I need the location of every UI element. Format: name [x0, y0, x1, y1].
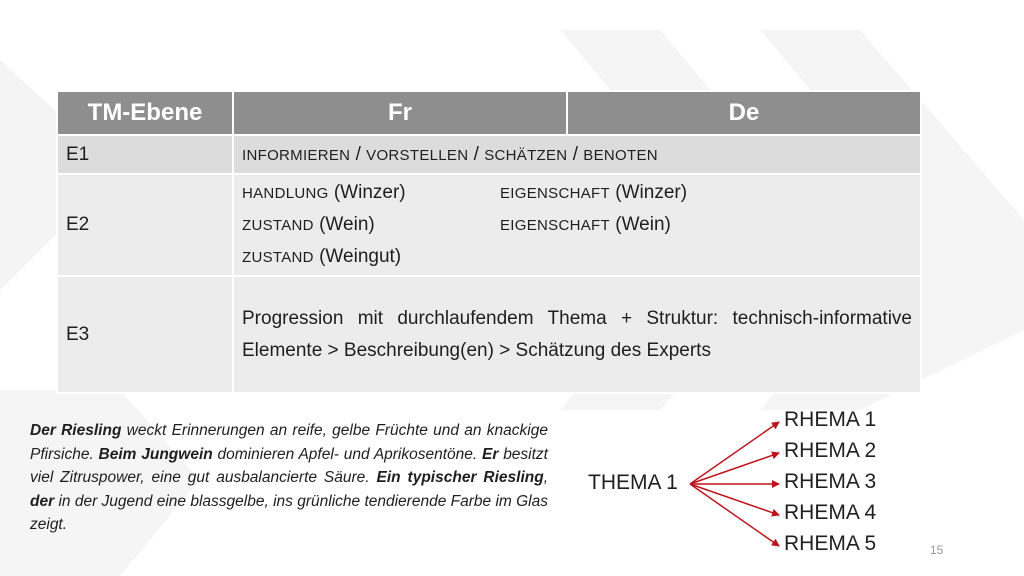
e2-keyword: ZUSTAND	[242, 249, 314, 266]
arrow-to-rhema	[690, 453, 779, 484]
e2-keyword: ZUSTAND	[242, 217, 314, 234]
e2-keyword: EIGENSCHAFT	[500, 185, 610, 202]
example-segment: besitzt viel Zitruspower, eine gut ausbalancierte Säure.	[30, 445, 548, 487]
thema-label: THEMA 1	[588, 471, 678, 494]
rhema-label: RHEMA 4	[784, 501, 877, 524]
e2-line	[242, 241, 912, 273]
example-segment: Beim Jungwein	[98, 445, 213, 463]
e2-argument: (Weingut)	[319, 246, 402, 267]
e1-item: BENOTEN	[583, 146, 658, 164]
example-segment: Der Riesling	[30, 422, 122, 439]
example-segment: weckt Erinnerungen an reife, gelbe Früchte und an knackige Pfirsiche.	[30, 422, 548, 463]
example-segment: Er	[482, 445, 499, 463]
e3-content: Progression mit durchlaufendem Thema + Struktur: technisch-informative Elemente > Beschreibung(en) > Schätzung des Experts	[233, 276, 921, 393]
e2-argument: (Wein)	[615, 214, 671, 235]
riesling-example-text	[30, 419, 548, 537]
table-header-row	[57, 91, 921, 135]
arrow-to-rhema	[690, 484, 779, 515]
row-label-e1: E1	[57, 135, 233, 174]
rhema-label: RHEMA 2	[784, 439, 877, 462]
example-segment: der	[30, 492, 55, 510]
example-segment: Ein typischer Riesling	[376, 469, 544, 487]
row-label-e3: E3	[57, 276, 233, 393]
e2-line	[242, 209, 912, 241]
rhema-label: RHEMA 1	[784, 408, 877, 431]
example-segment: ,	[543, 469, 548, 487]
arrow-to-rhema	[690, 484, 779, 546]
e1-item: INFORMIEREN	[242, 146, 351, 164]
header-tm-ebene: TM-Ebene	[57, 91, 233, 135]
e1-separator: /	[567, 143, 584, 165]
rhema-label: RHEMA 3	[784, 470, 877, 493]
e2-keyword: HANDLUNG	[242, 185, 329, 202]
e2-argument: (Wein)	[319, 214, 375, 235]
table-row-e3	[57, 276, 921, 393]
e1-item: SCHÄTZEN	[484, 146, 568, 164]
table-row-e2	[57, 174, 921, 276]
e2-content	[233, 174, 921, 276]
e1-content	[233, 135, 921, 174]
header-de: De	[567, 91, 921, 135]
e2-argument: (Winzer)	[615, 182, 688, 203]
header-fr: Fr	[233, 91, 567, 135]
e2-line	[242, 177, 912, 209]
table-row-e1	[57, 135, 921, 174]
e1-separator: /	[468, 143, 485, 165]
e2-keyword: EIGENSCHAFT	[500, 217, 610, 234]
example-segment: dominieren Apfel- und Aprikosentöne.	[212, 445, 483, 463]
arrow-to-rhema	[690, 422, 779, 484]
e1-item: VORSTELLEN	[366, 146, 469, 164]
rhema-label: RHEMA 5	[784, 532, 877, 555]
e1-separator: /	[350, 143, 367, 165]
e2-argument: (Winzer)	[333, 182, 406, 203]
row-label-e2: E2	[57, 174, 233, 276]
page-number: 15	[930, 543, 944, 557]
tm-ebene-table	[56, 90, 922, 394]
example-segment: in der Jugend eine blassgelbe, ins grünliche tendierende Farbe im Glas zeigt.	[30, 492, 548, 534]
